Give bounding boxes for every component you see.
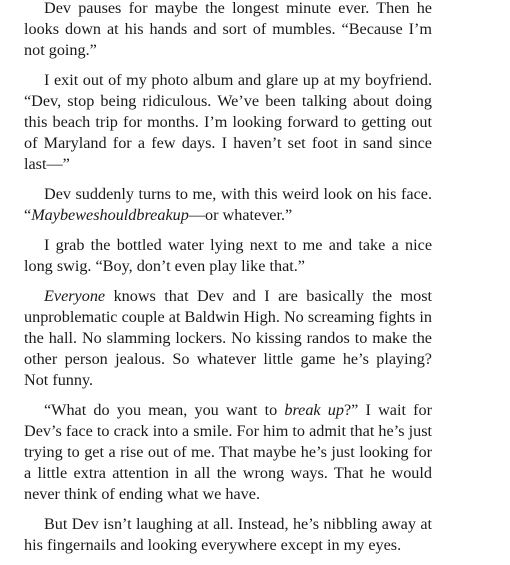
text-run: —or whatever.”	[188, 206, 293, 224]
book-page	[24, 0, 432, 565]
italic-text: Maybeweshouldbreakup	[31, 206, 189, 224]
italic-text: break up	[284, 401, 344, 419]
text-run: But Dev isn’t laughing at all. Instead, he’s nibbling away at his fingernails and looking everywhere except in my eyes.	[24, 515, 432, 554]
paragraph-5	[24, 286, 432, 391]
paragraph-7	[24, 514, 432, 556]
paragraph-2	[24, 70, 432, 175]
paragraph-3	[24, 184, 432, 226]
text-run: knows that Dev and I are basically the most unproblematic couple at Baldwin High. No screaming fights in the hall. No slamming lockers. No kissing randos to make the other person jealous. So whatever little game he’s playing? Not funny.	[24, 287, 432, 389]
text-run: Dev pauses for maybe the longest minute ever. Then he looks down at his hands and sort of mumbles. “Because I’m not going.”	[24, 0, 432, 59]
text-run: Dev suddenly turns to me, with this weird look on his face. “	[24, 185, 432, 224]
italic-text: Everyone	[44, 287, 106, 305]
text-run: I grab the bottled water lying next to me and take a nice long swig. “Boy, don’t even play like that.”	[24, 236, 432, 275]
paragraph-1	[24, 0, 432, 61]
paragraph-4	[24, 235, 432, 277]
paragraph-6	[24, 400, 432, 505]
text-run: ?” I wait for Dev’s face to crack into a smile. For him to admit that he’s just trying to get a rise out of me. That maybe he’s just looking for a little extra attention in all the wrong ways. That he would never think of ending what we have.	[24, 401, 432, 503]
text-run: “What do you mean, you want to	[44, 401, 285, 419]
text-run: I exit out of my photo album and glare up at my boyfriend. “Dev, stop being ridiculous. We’ve been talking about doing this beach trip for months. I’m looking forward to getting out of Maryland for a few days. I haven’t set foot in sand since last—”	[24, 71, 432, 173]
